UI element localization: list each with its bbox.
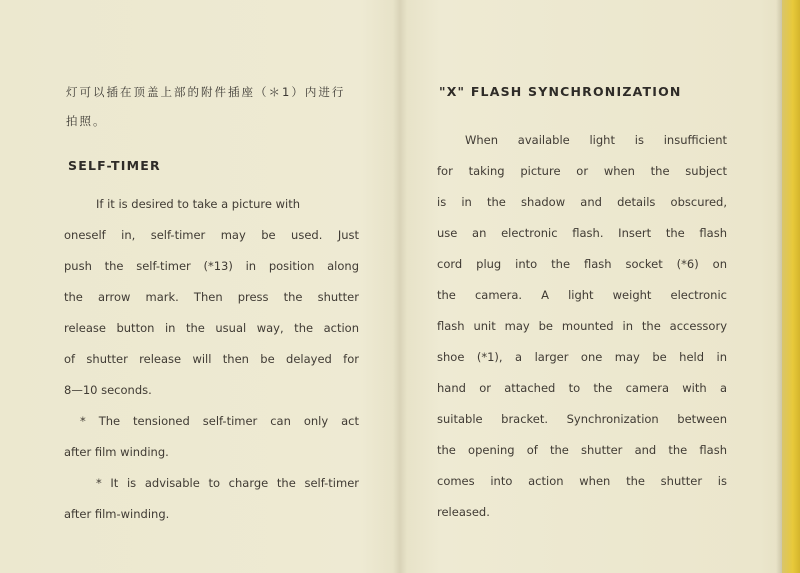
section-heading-self-timer: SELF-TIMER: [68, 158, 161, 173]
note-line: * It is advisable to charge the self-timer: [96, 476, 359, 490]
body-line: the opening of the shutter and the flash: [437, 443, 727, 457]
body-line: oneself in, self-timer may be used. Just: [64, 228, 359, 242]
body-line: suitable bracket. Synchronization between: [437, 412, 727, 426]
section-heading-flash-sync: "X" FLASH SYNCHRONIZATION: [439, 84, 682, 99]
note-line: after film-winding.: [64, 507, 170, 521]
cover-edge: [782, 0, 800, 573]
body-line: the camera. A light weight electronic: [437, 288, 727, 302]
chinese-text-line: 灯可以插在顶盖上部的附件插座（＊1）内进行: [66, 85, 346, 99]
body-line: flash unit may be mounted in the accessory: [437, 319, 727, 333]
body-line: When available light is insufficient: [465, 133, 727, 147]
note-line: after film winding.: [64, 445, 169, 459]
note-line: * The tensioned self-timer can only act: [80, 414, 359, 428]
body-line: shoe (*1), a larger one may be held in: [437, 350, 727, 364]
body-line: released.: [437, 505, 490, 519]
body-line: 8—10 seconds.: [64, 383, 152, 397]
body-line: hand or attached to the camera with a: [437, 381, 727, 395]
body-line: is in the shadow and details obscured,: [437, 195, 727, 209]
body-line: release button in the usual way, the action: [64, 321, 359, 335]
body-line: cord plug into the flash socket (*6) on: [437, 257, 727, 271]
book-gutter: [393, 0, 407, 573]
body-line: use an electronic flash. Insert the flash: [437, 226, 727, 240]
body-line: push the self-timer (*13) in position along: [64, 259, 359, 273]
chinese-text-line: 拍照。: [66, 114, 107, 128]
body-line: of shutter release will then be delayed for: [64, 352, 359, 366]
body-line: for taking picture or when the subject: [437, 164, 727, 178]
body-line: If it is desired to take a picture with: [96, 197, 301, 211]
body-line: comes into action when the shutter is: [437, 474, 727, 488]
body-line: the arrow mark. Then press the shutter: [64, 290, 359, 304]
